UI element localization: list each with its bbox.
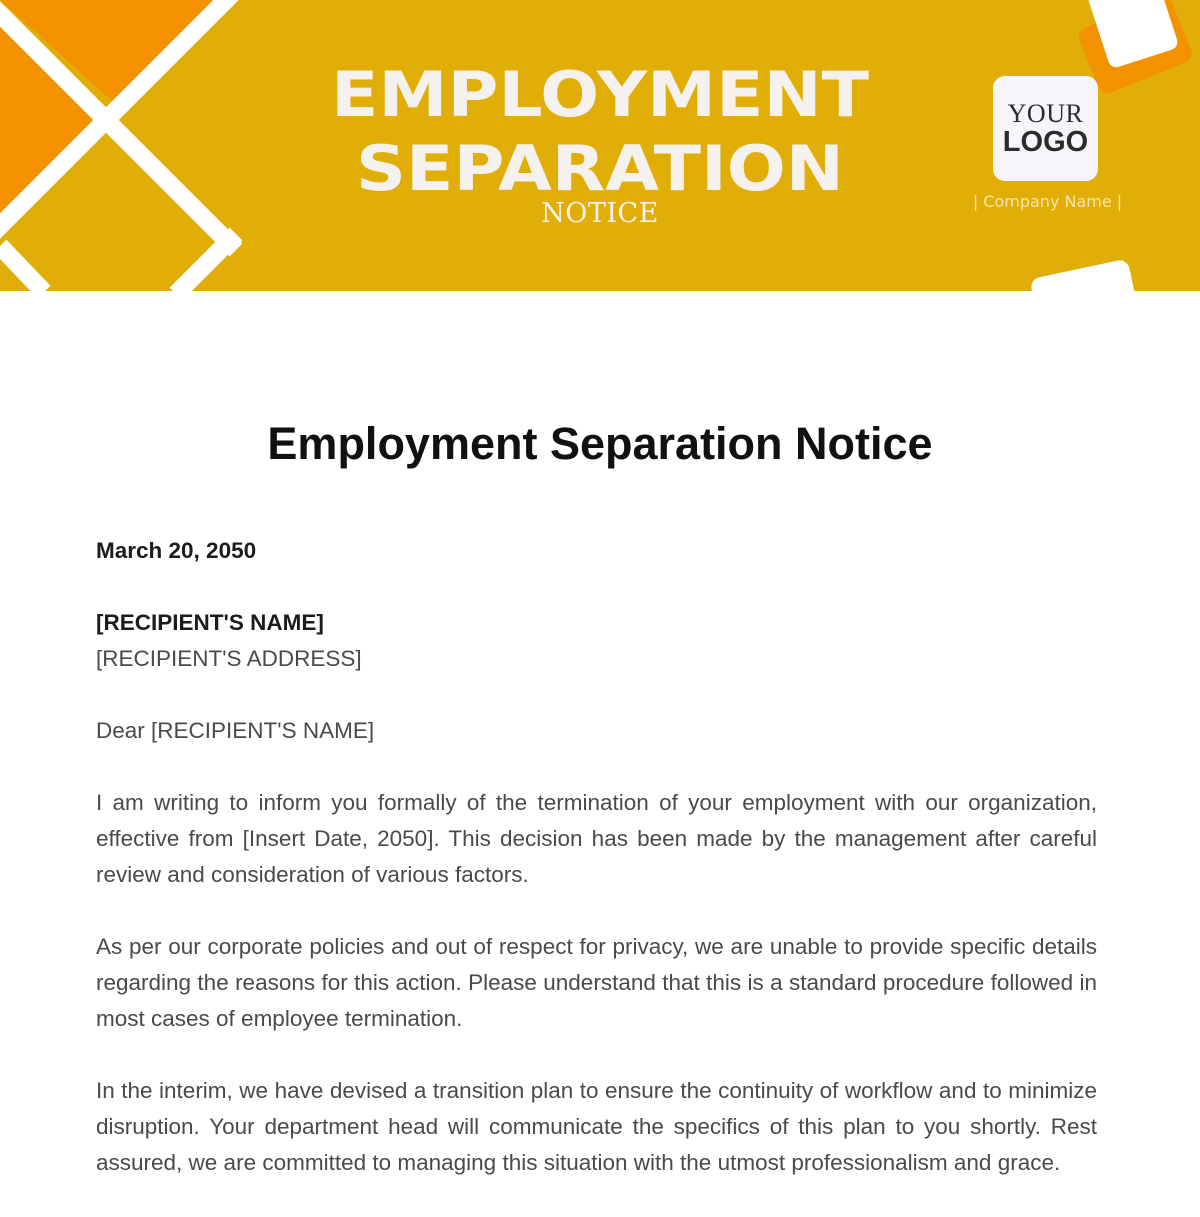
logo-text-logo: LOGO (1002, 125, 1089, 158)
company-name: | Company Name | (972, 192, 1123, 211)
salutation: Dear [RECIPIENT'S NAME] (96, 718, 375, 743)
letter-date: March 20, 2050 (96, 538, 257, 563)
document-title: Employment Separation Notice (267, 418, 933, 469)
company-logo (993, 76, 1098, 181)
logo-text-your: YOUR (1007, 98, 1084, 128)
paragraph-privacy: As per our corporate policies and out of respect for privacy, we are unable to provide specific details regarding the reasons for this action. Please understand that this is a standard procedure followed in most cases of employee termination. (96, 934, 1097, 1031)
recipient-name: [RECIPIENT'S NAME] (96, 610, 324, 635)
letter-body (96, 533, 1097, 1217)
banner-title-line2: SEPARATION (356, 132, 844, 205)
header-banner (0, 0, 1200, 291)
paragraph-termination: I am writing to inform you formally of the termination of your employment with our organization, effective from [Insert Date, 2050]. This decision has been made by the management after careful review and consideration of various factors. (96, 790, 1097, 887)
paragraph-transition: In the interim, we have devised a transition plan to ensure the continuity of workflow and to minimize disruption. Your department head will communicate the specifics of this plan to you shortly. Rest assured, we are committed to managing this situation with the utmost professionalism and grace. (96, 1078, 1097, 1175)
banner-subtitle: NOTICE (541, 198, 659, 229)
banner-title-line1: EMPLOYMENT (330, 58, 870, 131)
recipient-address: [RECIPIENT'S ADDRESS] (96, 646, 362, 671)
